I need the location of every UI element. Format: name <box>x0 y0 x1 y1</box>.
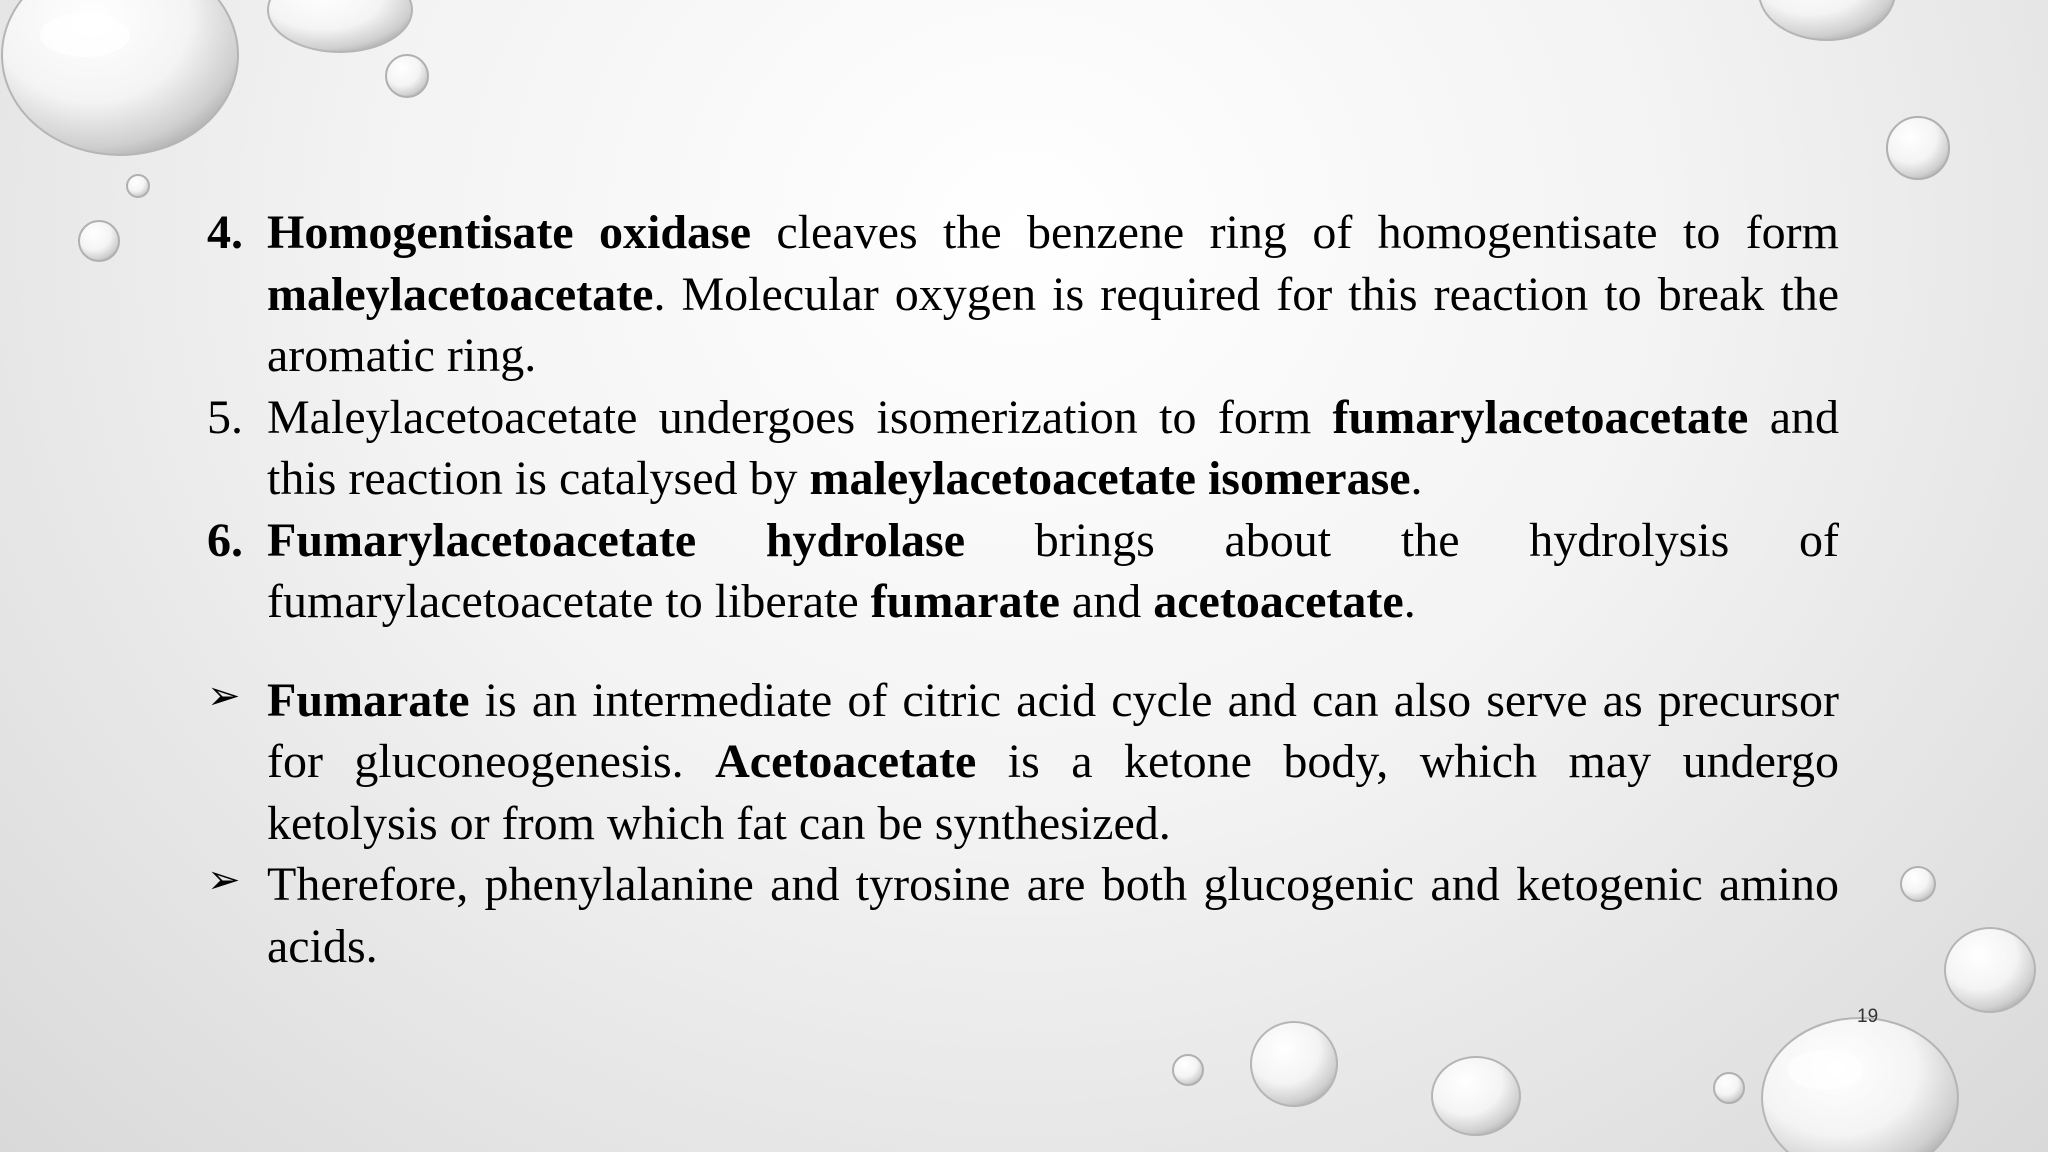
text-run: . <box>1403 575 1416 628</box>
numbered-item-marker: 4. <box>207 206 243 259</box>
text-run: and <box>1059 575 1154 628</box>
text-run: is an intermediate of citric acid cycle and can also serve as precursor for gluconeogenesis. <box>267 673 1839 788</box>
slide-body <box>207 202 1839 977</box>
numbered-item <box>207 510 1839 633</box>
numbered-item-marker: 5. <box>207 390 243 444</box>
bullet-list <box>207 670 1839 978</box>
bold-term: maleylacetoacetate isomerase <box>809 452 1411 505</box>
bold-term: Fumarylacetoacetate hydrolase <box>267 513 966 567</box>
text-run: cleaves the benzene ring of homogentisate to form <box>751 206 1840 259</box>
bold-term: Fumarate <box>267 673 470 727</box>
text-run: Therefore, phenylalanine and tyrosine are both glucogenic and ketogenic amino acids. <box>267 858 1839 973</box>
bold-term: Acetoacetate <box>715 735 977 788</box>
bullet-item <box>207 854 1839 977</box>
bullet-item <box>207 670 1839 855</box>
bullet-item-marker: ➢ <box>207 857 241 903</box>
text-run: . Molecular oxygen is required for this reaction to break the aromatic ring. <box>267 267 1839 382</box>
text-run: Maleylacetoacetate undergoes isomerization to form <box>267 390 1333 444</box>
bold-term: fumarate <box>870 575 1060 628</box>
bold-term: maleylacetoacetate <box>267 267 654 321</box>
text-run: and this reaction is catalysed by <box>267 390 1839 505</box>
drop-group-bottom <box>1173 1018 1958 1152</box>
numbered-item <box>207 202 1839 387</box>
text-run: . <box>1410 452 1423 505</box>
numbered-item-marker: 6. <box>207 513 243 567</box>
bold-term: fumarylacetoacetate <box>1332 390 1749 444</box>
numbered-item <box>207 387 1839 510</box>
numbered-list <box>207 202 1839 633</box>
page-number: 19 <box>1857 1006 1879 1027</box>
text-run: is a ketone body, which may undergo ketolysis or from which fat can be synthesized. <box>267 735 1840 850</box>
bold-term: Homogentisate oxidase <box>267 206 752 259</box>
bullet-item-marker: ➢ <box>207 672 241 719</box>
text-run: brings about the hydrolysis of fumarylacetoacetate to liberate <box>267 513 1840 628</box>
bold-term: acetoacetate <box>1153 575 1404 628</box>
